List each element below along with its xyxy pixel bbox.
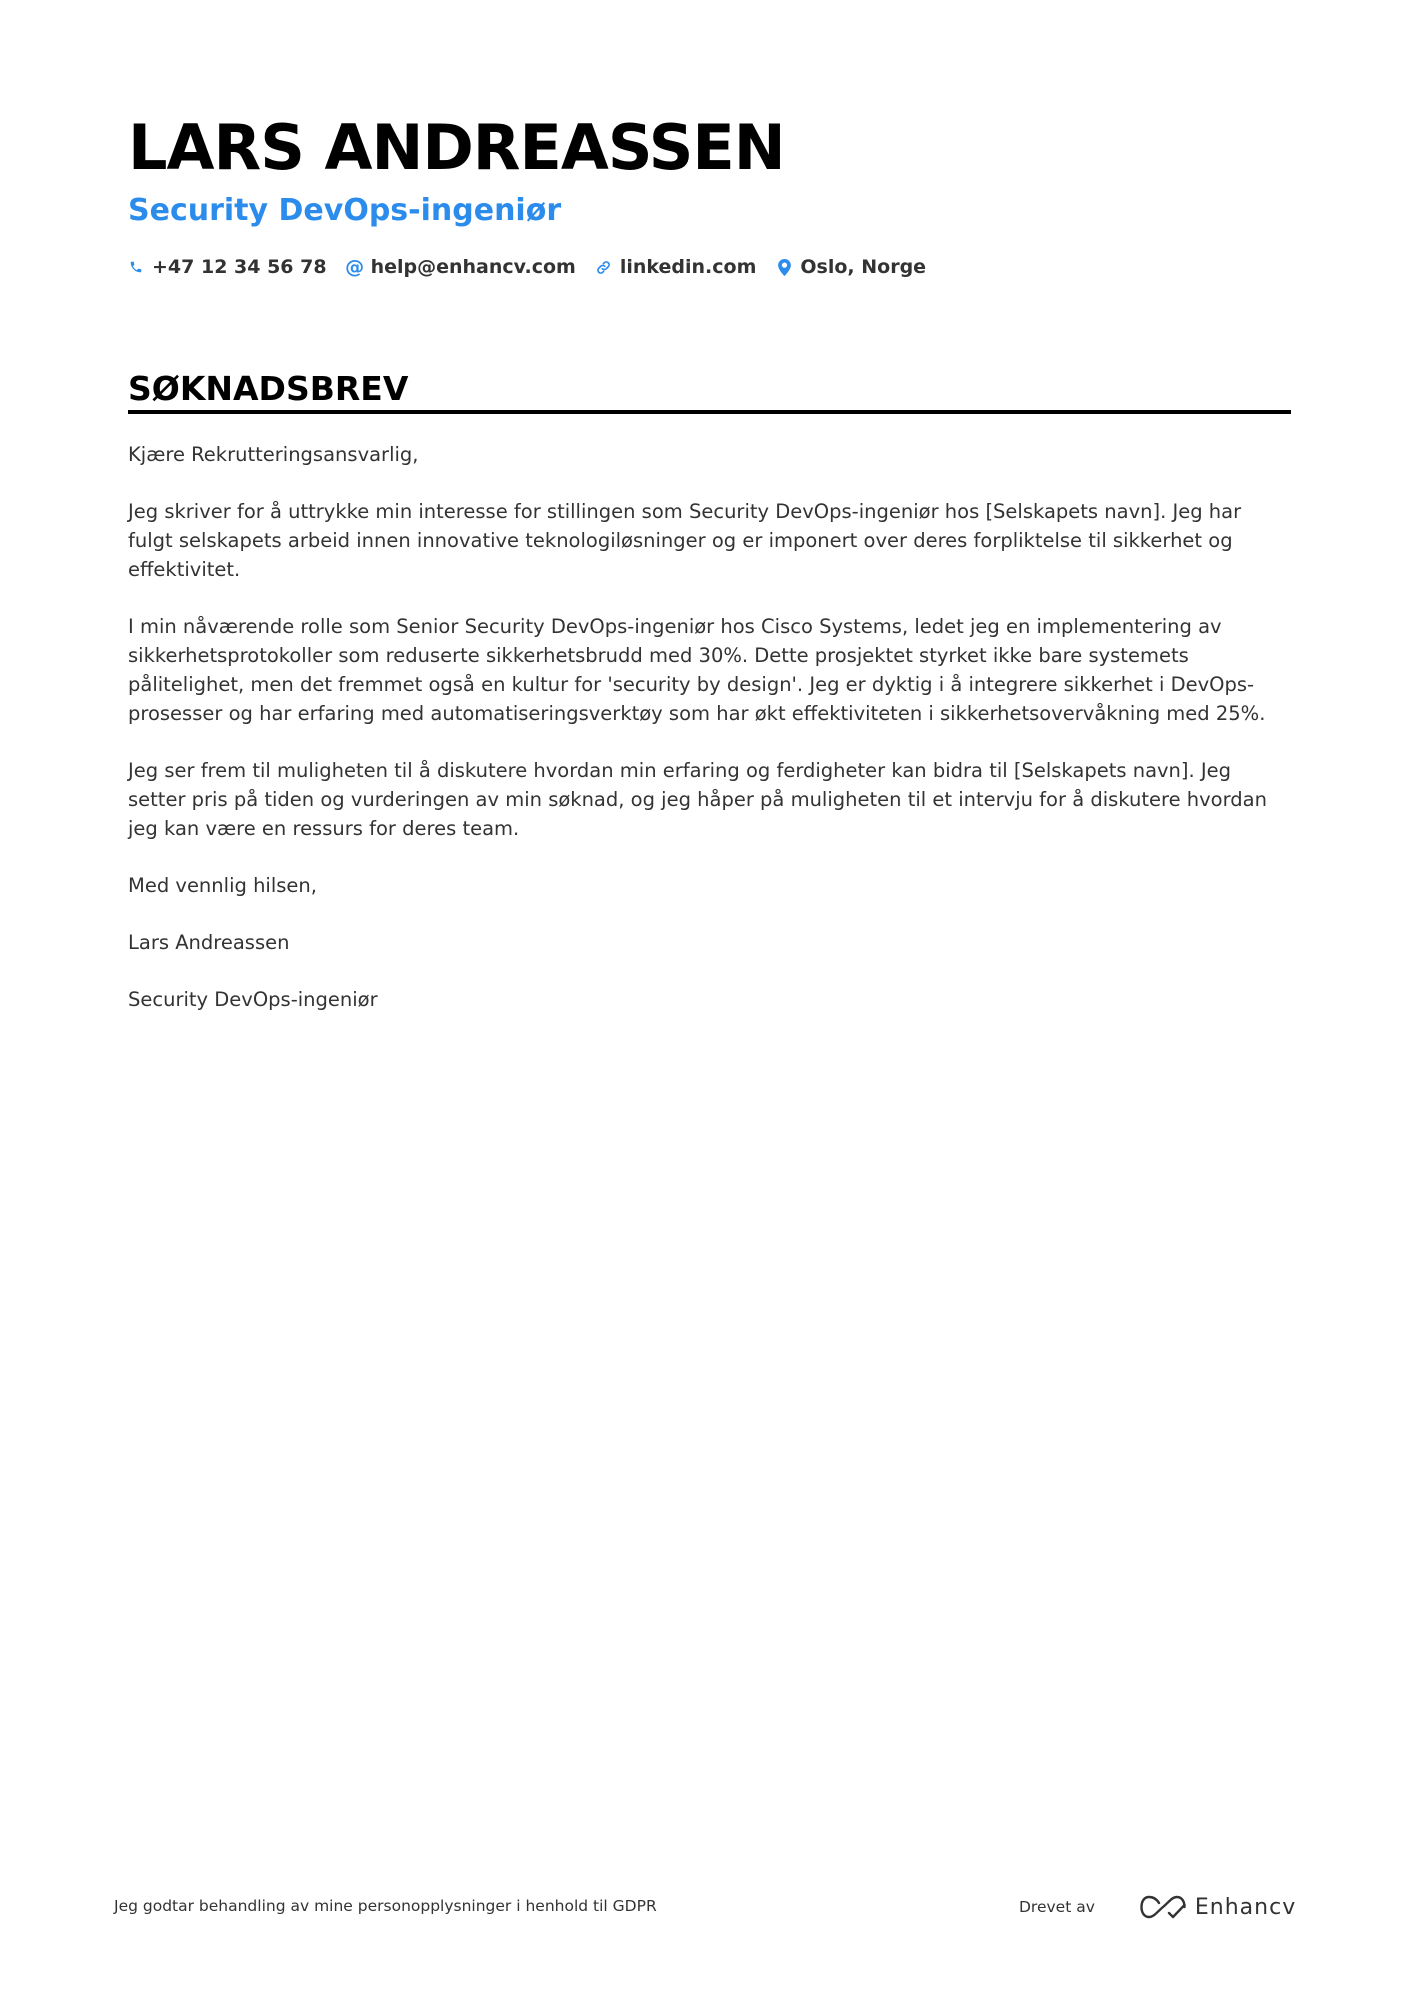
candidate-name: LARS ANDREASSEN: [128, 111, 785, 184]
contact-phone[interactable]: [128, 256, 327, 278]
email-address: help@enhancv.com: [370, 256, 576, 278]
gdpr-consent-note: Jeg godtar behandling av mine personopplysninger i henhold til GDPR: [114, 1897, 657, 1915]
phone-icon: [128, 258, 144, 276]
contact-location: [776, 256, 926, 278]
footer-branding[interactable]: [1019, 1890, 1296, 1924]
enhancv-logo-text: Enhancv: [1194, 1894, 1297, 1920]
letter-closing: Med vennlig hilsen,: [128, 874, 317, 897]
phone-number: +47 12 34 56 78: [152, 256, 327, 278]
powered-by-label: Drevet av: [1019, 1898, 1095, 1916]
letter-paragraph: Jeg ser frem til muligheten til å diskutere hvordan min erfaring og ferdigheter kan bidra til [Selskapets navn]. Jeg setter pris på tiden og vurderingen av min søknad, og jeg håper på muligheten til et intervju for å diskutere hvordan jeg kan være en ressurs for deres team.: [128, 759, 1267, 840]
letter-body: [128, 440, 1291, 1042]
link-icon: [596, 258, 612, 276]
letter-paragraph: Jeg skriver for å uttrykke min interesse for stillingen som Security DevOps-ingeniør hos [Selskapets navn]. Jeg har fulgt selskapets arbeid innen innovative teknologiløsninger og er imponert over deres forpliktelse til sikkerhet og effektivitet.: [128, 500, 1242, 581]
signature-title: Security DevOps-ingeniør: [128, 988, 378, 1011]
contact-email[interactable]: [347, 256, 576, 278]
signature-name: Lars Andreassen: [128, 931, 290, 954]
location-text: Oslo, Norge: [800, 256, 927, 278]
website-link: linkedin.com: [619, 256, 757, 278]
enhancv-logo-icon: [1139, 1894, 1187, 1920]
location-pin-icon: [776, 258, 792, 276]
section-divider: [128, 410, 1291, 414]
section-heading: SØKNADSBREV: [128, 369, 409, 408]
contact-website[interactable]: [596, 256, 757, 278]
at-icon: @: [345, 256, 365, 278]
job-title: Security DevOps-ingeniør: [128, 193, 562, 228]
letter-greeting: Kjære Rekrutteringsansvarlig,: [128, 443, 419, 466]
contact-bar: [128, 252, 946, 282]
letter-paragraph: I min nåværende rolle som Senior Security DevOps-ingeniør hos Cisco Systems, ledet jeg en implementering av sikkerhetsprotokoller som reduserte sikkerhetsbrudd med 30%. Dette prosjektet styrket ikke bare systemets pålitelighet, men det fremmet også en kultur for 'security by design'. Jeg er dyktig i å integrere sikkerhet i DevOps-prosesser og har erfaring med automatiseringsverktøy som har økt effektiviteten i sikkerhetsovervåkning med 25%.: [128, 615, 1266, 725]
